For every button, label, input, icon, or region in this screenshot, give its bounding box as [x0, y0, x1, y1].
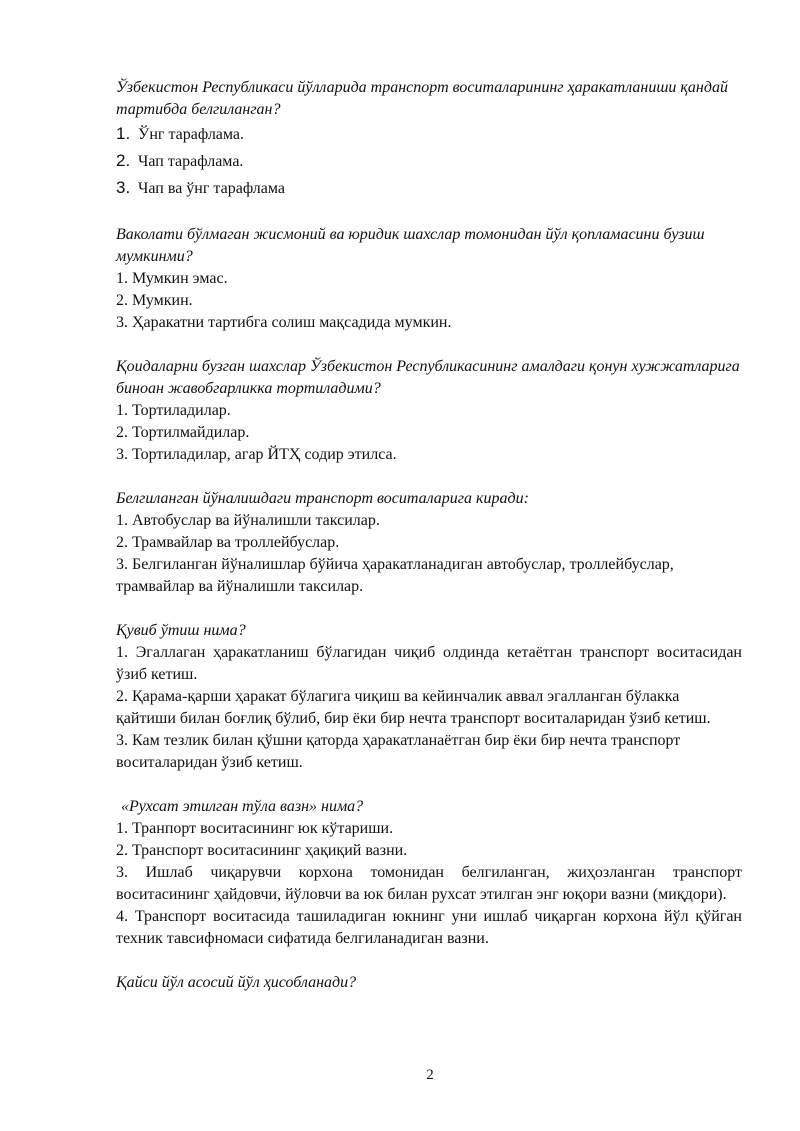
answer-option: 2. Трамвайлар ва троллейбуслар. [116, 534, 340, 551]
answer-option: 2. Тортилмайдилар. [116, 424, 250, 441]
answer-option: 1. Тортиладилар. [116, 402, 231, 419]
answer-number: 2. [116, 151, 131, 170]
question-block-2 [116, 224, 742, 334]
answer-option: 3. Кам тезлик билан қўшни қаторда ҳаракатланаётган бир ёки бир нечта транспорт воситаларидан ўзиб кетиш. [116, 732, 681, 771]
question-text: Ўзбекистон Республикаси йўлларида транспорт воситаларининг ҳаракатланиши қандай тартибда белгиланган? [116, 79, 728, 118]
question-block-1 [116, 77, 742, 202]
answer-number: 3. [116, 178, 131, 197]
question-text: Қайси йўл асосий йўл ҳисобланади? [116, 974, 357, 991]
question-block-3 [116, 356, 742, 466]
document-page [116, 77, 742, 1016]
question-block-5 [116, 620, 742, 774]
question-block-6 [116, 796, 742, 950]
answer-option: 2. Мумкин. [116, 292, 193, 309]
question-text: «Рухсат этилган тўла вазн» нима? [121, 798, 364, 815]
answer-option: 4. Транспорт воситасида ташиладиган юкнинг уни ишлаб чиқарган корхона йўл қўйган техник тавсифномаси сифатида белгиланадиган вазни. [116, 908, 742, 947]
answer-option [116, 175, 742, 202]
answer-option: 1. Автобуслар ва йўналишли таксилар. [116, 512, 380, 529]
answer-text: Чап ва ўнг тарафлама [138, 180, 285, 197]
answer-text: Ўнг тарафлама. [138, 126, 245, 143]
answer-option: 3. Белгиланган йўналишлар бўйича ҳаракатланадиган автобуслар, троллейбуслар, трамвайлар ва йўналишли таксилар. [116, 556, 674, 595]
answer-option: 3. Тортиладилар, агар ЙТҲ содир этилса. [116, 446, 397, 463]
answer-option: 2. Қарама-қарши ҳаракат бўлагига чиқиш ва кейинчалик аввал эгалланган бўлакка қайтиши билан боғлиқ бўлиб, бир ёки бир нечта транспорт воситаларидан ўзиб кетиш. [116, 688, 711, 727]
question-block-4 [116, 488, 742, 598]
answer-option: 1. Мумкин эмас. [116, 270, 228, 287]
answer-option: 3. Ишлаб чиқарувчи корхона томонидан белгиланган, жиҳозланган транспорт воситасининг ҳайдовчи, йўловчи ва юк билан рухсат этилган энг юқори вазни (миқдори). [116, 864, 742, 903]
question-block-7 [116, 972, 742, 994]
answer-option [116, 121, 742, 148]
answer-option: 2. Транспорт воситасининг ҳақиқий вазни. [116, 842, 408, 859]
page-number: 2 [426, 1067, 434, 1083]
answer-text: Чап тарафлама. [138, 153, 244, 170]
answer-option: 1. Эгаллаган ҳаракатланиш бўлагидан чиқиб олдинда кетаётган транспорт воситасидан ўзиб кетиш. [116, 644, 742, 683]
question-text: Қоидаларни бузган шахслар Ўзбекистон Республикасининг амалдаги қонун хужжатларига биноан жавобгарликка тортиладими? [116, 358, 740, 397]
question-text: Ваколати бўлмаган жисмоний ва юридик шахслар томонидан йўл қопламасини бузиш мумкинми? [116, 226, 705, 265]
answer-option: 1. Транпорт воситасининг юк кўтариши. [116, 820, 394, 837]
answer-option: 3. Ҳаракатни тартибга солиш мақсадида мумкин. [116, 314, 452, 331]
answer-number: 1. [116, 124, 131, 143]
question-text: Белгиланган йўналишдаги транспорт воситаларига киради: [116, 490, 529, 507]
answer-option [116, 148, 742, 175]
question-text: Қувиб ўтиш нима? [116, 622, 246, 639]
